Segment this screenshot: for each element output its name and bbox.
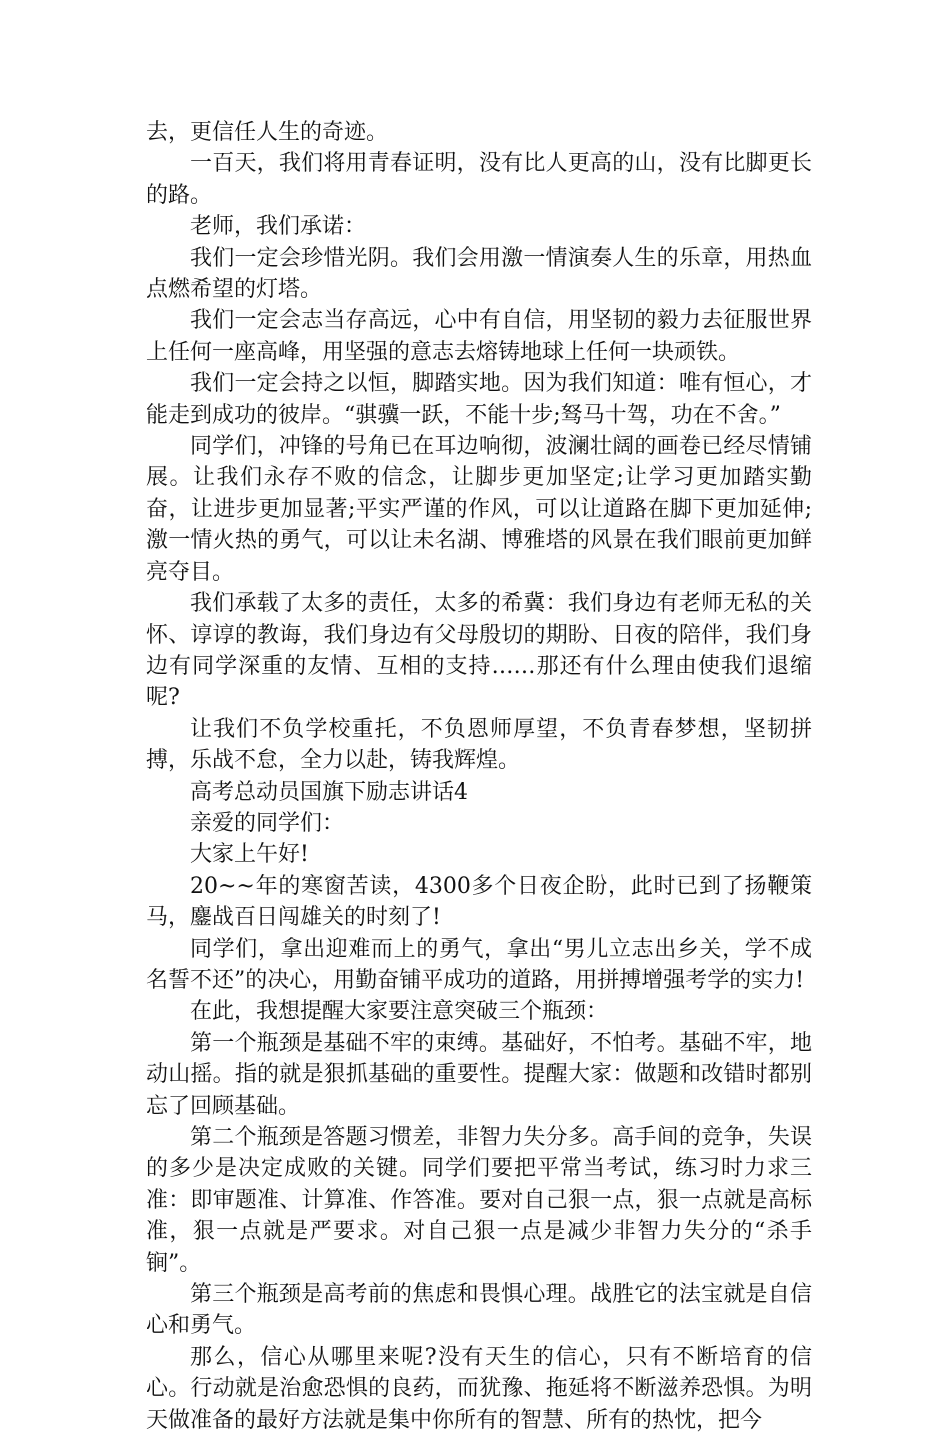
paragraph: 老师，我们承诺：	[190, 214, 367, 240]
paragraph: 同学们，冲锋的号角已在耳边响彻，波澜壮阔的画卷已经尽情铺展。让我们永存不败的信念，让脚步更加坚定;让学习更加踏实勤奋，让进步更加显著;平实严谨的作风，可以让道路在脚下更加延伸;激一情火热的勇气，可以让未名湖、博雅塔的风景在我们眼前更加鲜亮夺目。	[146, 434, 812, 585]
greeting: 大家上午好!	[190, 842, 309, 868]
paragraph: 第一个瓶颈是基础不牢的束缚。基础好，不怕考。基础不牢，地动山摇。指的就是狠抓基础的重要性。提醒大家：做题和改错时都别忘了回顾基础。	[146, 1030, 812, 1119]
paragraph: 第三个瓶颈是高考前的焦虑和畏惧心理。战胜它的法宝就是自信心和勇气。	[146, 1282, 812, 1339]
paragraph: 我们一定会志当存高远，心中有自信，用坚韧的毅力去征服世界上任何一座高峰，用坚强的意志去熔铸地球上任何一块顽铁。	[146, 308, 812, 365]
paragraph: 让我们不负学校重托，不负恩师厚望，不负青春梦想，坚韧拼搏，乐战不怠，全力以赴，铸我辉煌。	[146, 716, 812, 774]
paragraph: 同学们，拿出迎难而上的勇气，拿出“男儿立志出乡关，学不成名誓不还”的决心，用勤奋铺平成功的道路，用拼搏增强考学的实力!	[146, 936, 812, 993]
paragraph: 去，更信任人生的奇迹。	[146, 120, 389, 145]
paragraph: 那么，信心从哪里来呢?没有天生的信心，只有不断培育的信心。行动就是治愈恐惧的良药，而犹豫、拖延将不断滋养恐惧。为明天做准备的最好方法就是集中你所有的智慧、所有的热忱，把今	[146, 1344, 812, 1433]
paragraph: 20~~年的寒窗苦读，4300多个日夜企盼，此时已到了扬鞭策马，鏖战百日闯雄关的时刻了!	[146, 873, 812, 931]
salutation: 亲爱的同学们：	[190, 810, 345, 836]
paragraph: 我们一定会持之以恒，脚踏实地。因为我们知道：唯有恒心，才能走到成功的彼岸。“骐骥一跃，不能十步;驽马十驾，功在不舍。”	[146, 371, 812, 428]
section-heading: 高考总动员国旗下励志讲话4	[190, 779, 468, 805]
paragraph: 一百天，我们将用青春证明，没有比人更高的山，没有比脚更长的路。	[146, 151, 812, 208]
document-page	[146, 117, 812, 1436]
paragraph: 我们承载了太多的责任，太多的希冀：我们身边有老师无私的关怀、谆谆的教诲，我们身边有父母殷切的期盼、日夜的陪伴，我们身边有同学深重的友情、互相的支持……那还有什么理由使我们退缩呢?	[146, 591, 812, 711]
paragraph: 第二个瓶颈是答题习惯差，非智力失分多。高手间的竞争，失误的多少是决定成败的关键。同学们要把平常当考试，练习时力求三准：即审题准、计算准、作答准。要对自己狠一点，狠一点就是高标准，狠一点就是严要求。对自己狠一点是减少非智力失分的“杀手锏”。	[146, 1125, 812, 1276]
paragraph: 在此，我想提醒大家要注意突破三个瓶颈：	[190, 999, 609, 1025]
paragraph: 我们一定会珍惜光阴。我们会用激一情演奏人生的乐章，用热血点燃希望的灯塔。	[146, 245, 812, 303]
